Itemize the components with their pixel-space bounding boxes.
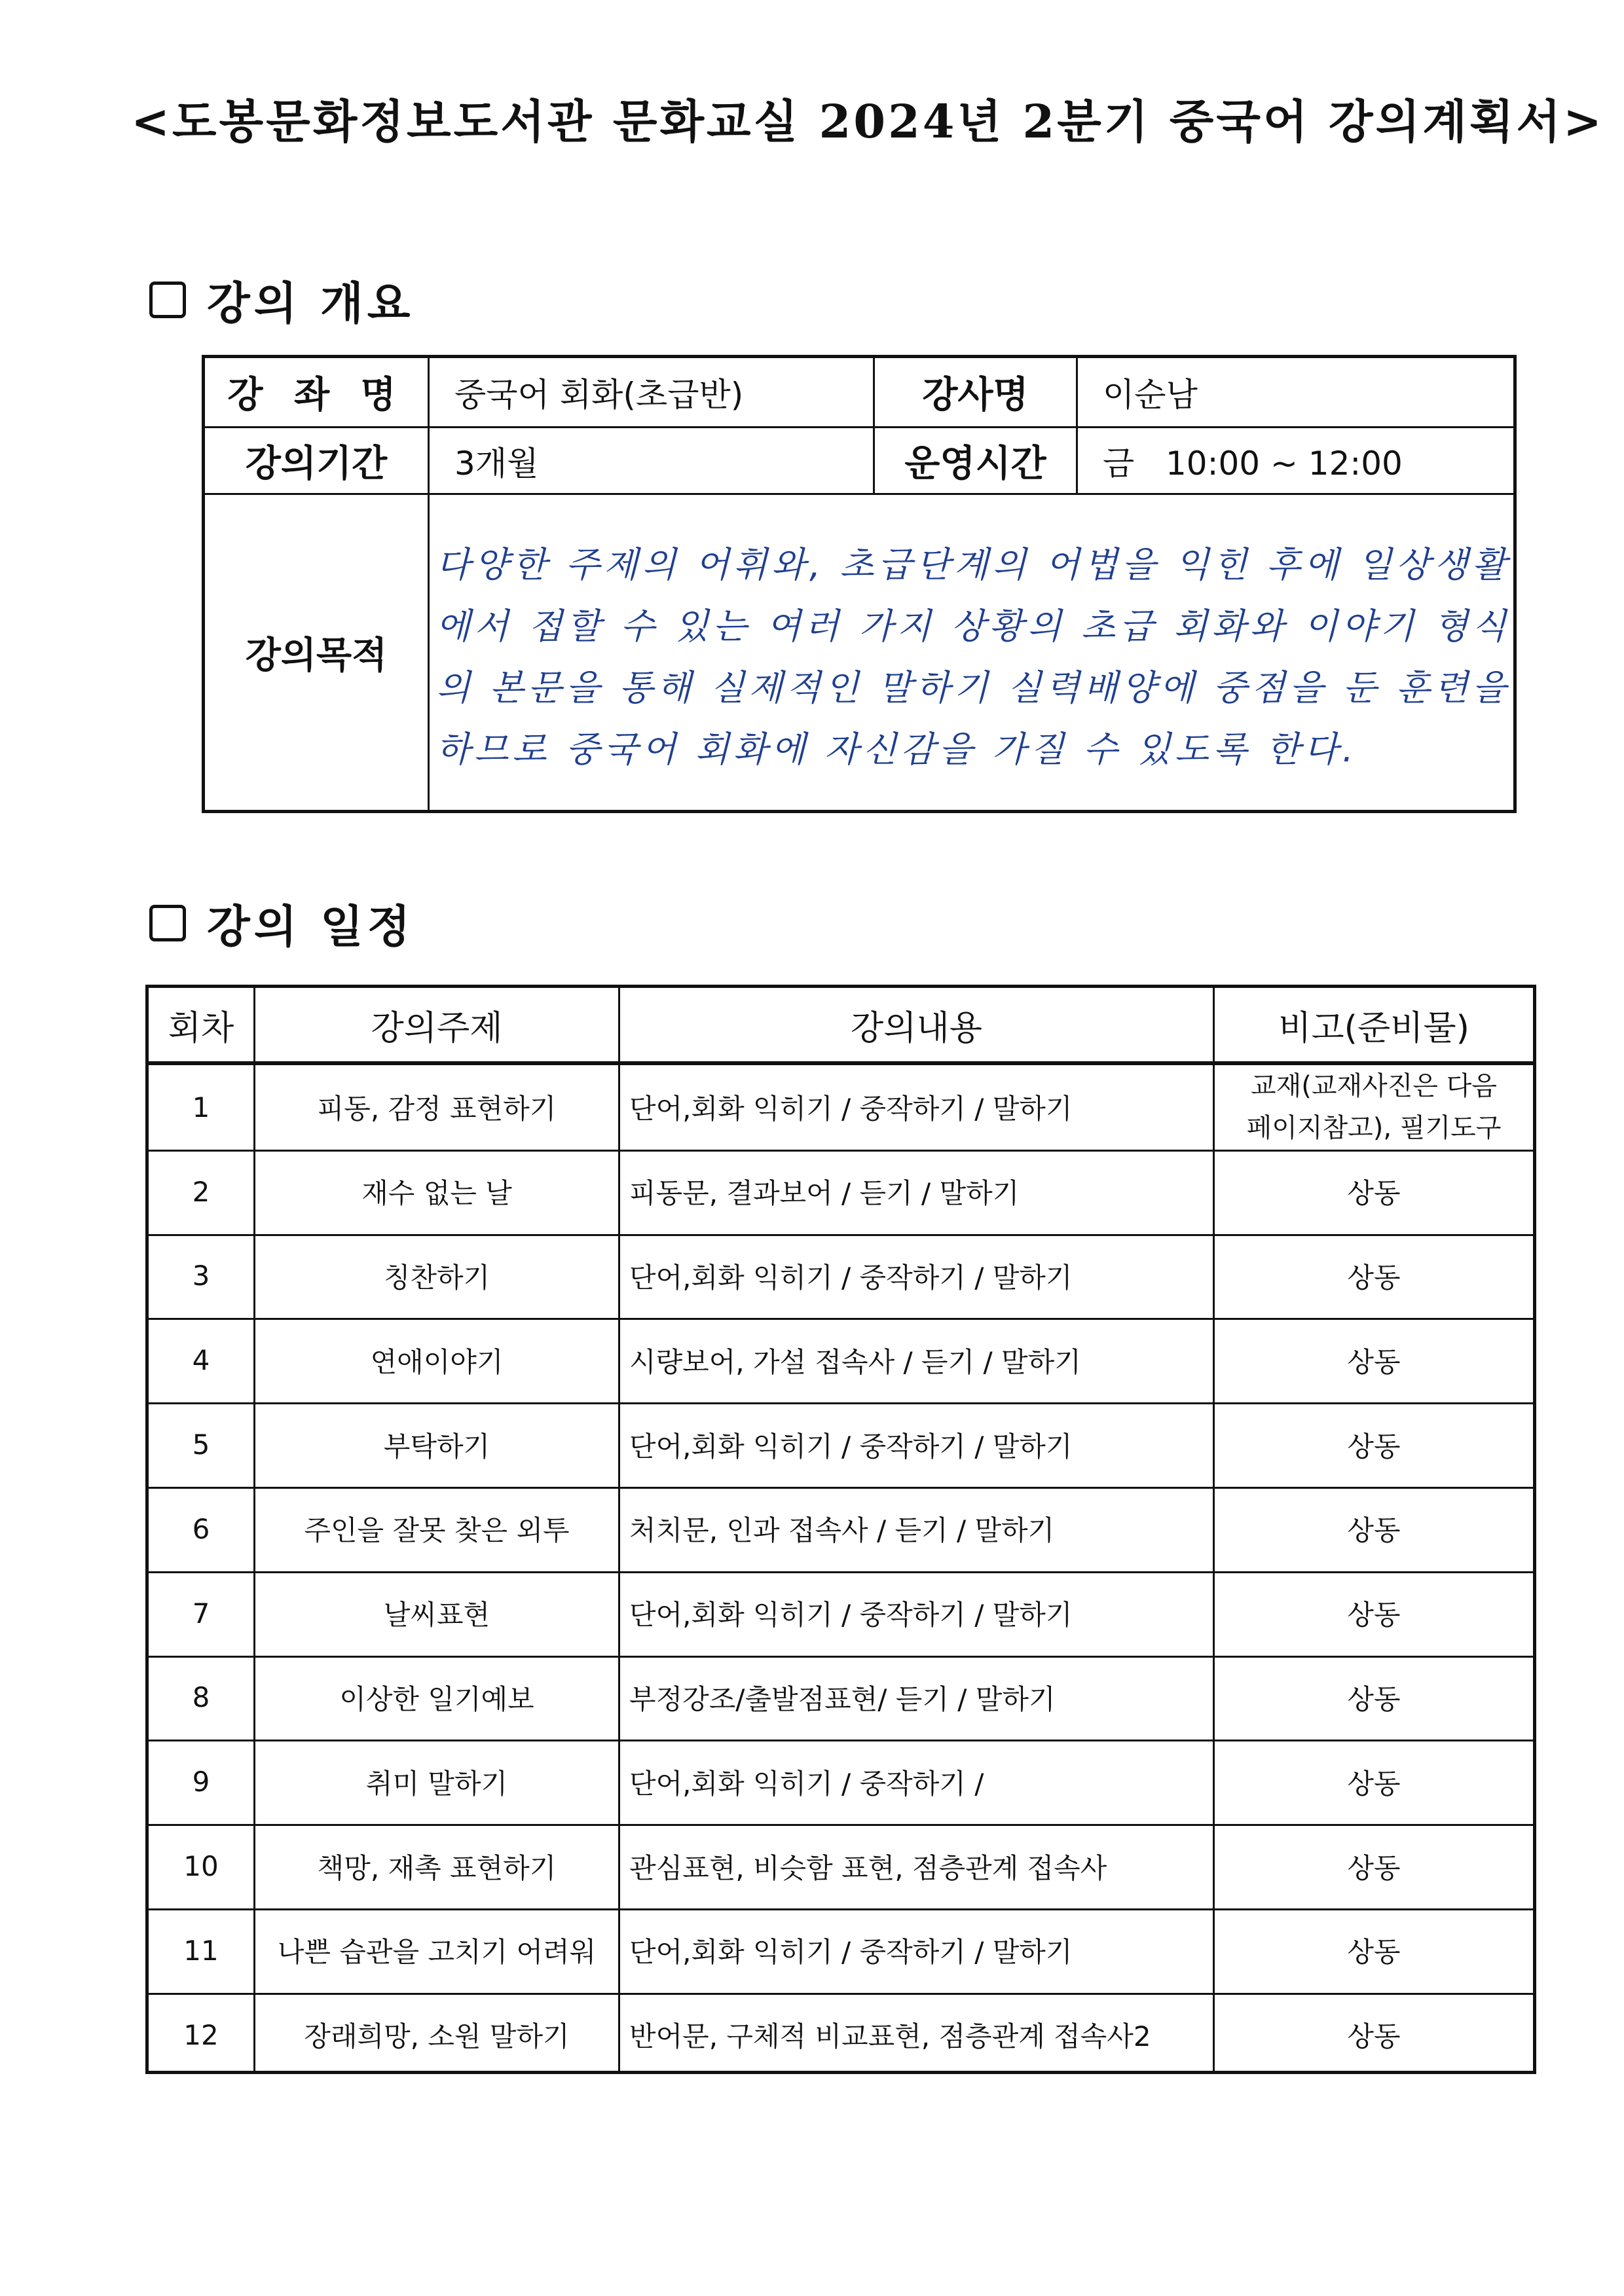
row-number: 8 bbox=[192, 1681, 210, 1714]
overview-heading bbox=[149, 267, 414, 333]
table-row bbox=[149, 1908, 1533, 1993]
row-topic: 주인을 잘못 찾은 외투 bbox=[304, 1514, 570, 1547]
row-number: 10 bbox=[183, 1850, 219, 1883]
table-row bbox=[149, 1571, 1533, 1656]
row-note bbox=[1215, 1065, 1533, 1150]
row-note: 상동 bbox=[1347, 1430, 1401, 1463]
row-topic: 나쁜 습관을 고치기 어려워 bbox=[277, 1936, 597, 1969]
row-content: 단어,회화 익히기 / 중작하기 / 말하기 bbox=[629, 1093, 1073, 1125]
schedule-table bbox=[145, 985, 1536, 2074]
instructor-value: 이순남 bbox=[1103, 376, 1198, 414]
checkbox-icon bbox=[149, 905, 186, 941]
page-title: <도봉문화정보도서관 문화교실 2024년 2분기 중국어 강의계획서> bbox=[131, 94, 1604, 149]
row-number: 4 bbox=[192, 1344, 210, 1377]
row-content: 시량보어, 가설 접속사 / 듣기 / 말하기 bbox=[629, 1345, 1081, 1378]
purpose-label: 강의목적 bbox=[245, 634, 388, 677]
row-number: 3 bbox=[192, 1260, 210, 1292]
table-row bbox=[149, 1656, 1533, 1740]
hours-value: 금 10:00 ~ 12:00 bbox=[1103, 444, 1403, 483]
overview-table bbox=[202, 355, 1517, 813]
row-note: 상동 bbox=[1347, 1683, 1401, 1715]
row-number: 12 bbox=[183, 2018, 219, 2051]
row-note: 상동 bbox=[1347, 1514, 1401, 1547]
row-number: 5 bbox=[192, 1429, 210, 1461]
row-note: 상동 bbox=[1347, 1177, 1401, 1210]
course-name-label: 강 좌 명 bbox=[227, 374, 405, 416]
table-row bbox=[149, 1150, 1533, 1234]
row-note: 상동 bbox=[1347, 1345, 1401, 1378]
schedule-heading bbox=[149, 890, 414, 956]
row-note-line: 페이지참고), 필기도구 bbox=[1246, 1113, 1502, 1144]
purpose-cell bbox=[430, 495, 1513, 810]
row-topic: 칭찬하기 bbox=[383, 1261, 490, 1294]
checkbox-icon bbox=[149, 282, 186, 318]
row-note: 상동 bbox=[1347, 1767, 1401, 1800]
row-topic: 날씨표현 bbox=[383, 1599, 490, 1631]
row-number: 6 bbox=[192, 1512, 210, 1545]
row-note: 상동 bbox=[1347, 1936, 1401, 1969]
row-topic: 이상한 일기예보 bbox=[339, 1683, 534, 1715]
row-content: 피동문, 결과보어 / 듣기 / 말하기 bbox=[629, 1177, 1020, 1210]
row-number: 11 bbox=[183, 1934, 219, 1967]
column-header-note: 비고(준비물) bbox=[1278, 1008, 1469, 1048]
course-name-value: 중국어 회화(초급반) bbox=[454, 376, 744, 414]
row-content: 단어,회화 익히기 / 중작하기 / 말하기 bbox=[629, 1599, 1073, 1631]
row-number: 1 bbox=[192, 1091, 210, 1123]
period-label: 강의기간 bbox=[245, 442, 388, 485]
table-row bbox=[149, 1824, 1533, 1908]
row-note: 상동 bbox=[1347, 2020, 1401, 2053]
row-note: 상동 bbox=[1347, 1599, 1401, 1631]
row-content: 단어,회화 익히기 / 중작하기 / 말하기 bbox=[629, 1936, 1073, 1969]
table-row bbox=[149, 1993, 1533, 2077]
row-topic: 책망, 재촉 표현하기 bbox=[317, 1851, 557, 1884]
row-number: 2 bbox=[192, 1175, 210, 1208]
row-content: 처치문, 인과 접속사 / 듣기 / 말하기 bbox=[629, 1514, 1055, 1547]
row-content: 반어문, 구체적 비교표현, 점층관계 접속사2 bbox=[629, 2020, 1151, 2053]
column-header-no: 회차 bbox=[168, 1008, 234, 1048]
row-content: 부정강조/출발점표현/ 듣기 / 말하기 bbox=[629, 1683, 1056, 1715]
row-content: 단어,회화 익히기 / 중작하기 / 말하기 bbox=[629, 1430, 1073, 1463]
row-topic: 재수 없는 날 bbox=[361, 1177, 512, 1210]
row-note: 상동 bbox=[1347, 1261, 1401, 1294]
table-row bbox=[149, 1487, 1533, 1571]
row-content: 관심표현, 비슷함 표현, 점층관계 접속사 bbox=[629, 1851, 1107, 1884]
table-row bbox=[149, 1065, 1533, 1150]
row-content: 단어,회화 익히기 / 중작하기 / bbox=[629, 1767, 984, 1800]
table-row bbox=[149, 1234, 1533, 1319]
table-row bbox=[149, 1740, 1533, 1824]
purpose-text: 다양한 주제의 어휘와, 초급단계의 어법을 익힌 후에 일상생활에서 접할 수 있는 여러 가지 상황의 초급 회화와 이야기 형식의 본문을 통해 실제적인 말하기 실력배양에 중점을 둔 훈련을 하므로 중국어 회화에 자신감을 가질 수 있도록 한다. bbox=[436, 544, 1510, 770]
instructor-label: 강사명 bbox=[922, 374, 1029, 416]
hours-label: 운영시간 bbox=[904, 442, 1046, 485]
row-topic: 부탁하기 bbox=[383, 1430, 490, 1463]
overview-heading-text: 강의 개요 bbox=[207, 277, 415, 330]
row-note-line: 교재(교재사진은 다음 bbox=[1250, 1071, 1498, 1102]
row-topic: 취미 말하기 bbox=[365, 1767, 508, 1800]
table-row bbox=[149, 1402, 1533, 1487]
row-number: 9 bbox=[192, 1766, 210, 1798]
row-note: 상동 bbox=[1347, 1851, 1401, 1884]
column-header-content: 강의내용 bbox=[851, 1008, 982, 1048]
row-topic: 연애이야기 bbox=[370, 1345, 504, 1378]
row-content: 단어,회화 익히기 / 중작하기 / 말하기 bbox=[629, 1261, 1073, 1294]
row-topic: 장래희망, 소원 말하기 bbox=[304, 2020, 570, 2053]
column-header-topic: 강의주제 bbox=[371, 1008, 503, 1048]
period-value: 3개월 bbox=[454, 444, 539, 483]
table-row bbox=[149, 1318, 1533, 1402]
schedule-heading-text: 강의 일정 bbox=[207, 900, 415, 953]
row-number: 7 bbox=[192, 1597, 210, 1630]
row-topic: 피동, 감정 표현하기 bbox=[317, 1093, 557, 1125]
